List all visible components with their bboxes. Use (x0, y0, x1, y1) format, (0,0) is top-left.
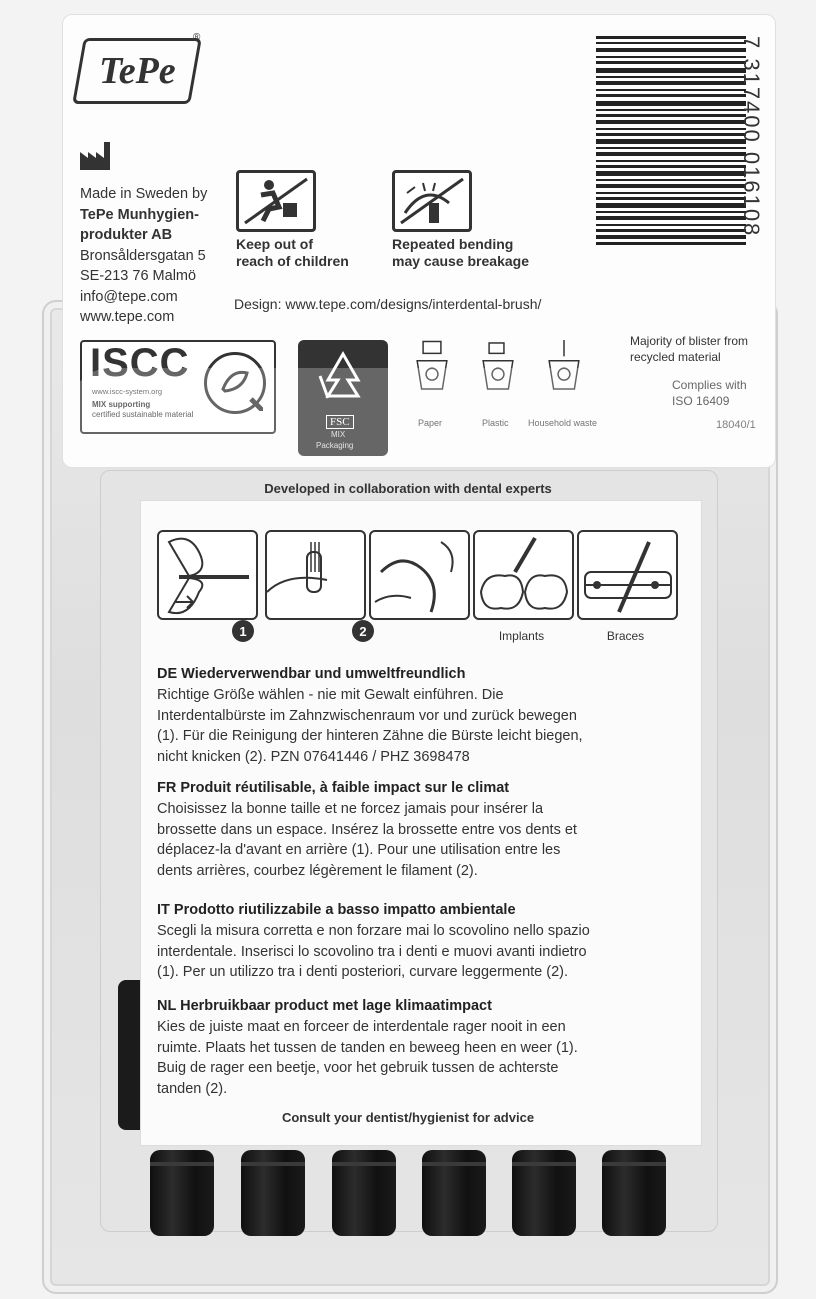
brush-handle (512, 1150, 576, 1236)
fsc-mix: MIX (331, 430, 346, 439)
registered-mark: ® (193, 32, 201, 43)
warning-bending-text: Repeated bending may cause breakage (392, 236, 529, 269)
iscc-title: ISCC (90, 341, 190, 385)
collaboration-headline: Developed in collaboration with dental experts (264, 481, 552, 496)
step-number-badge: 1 (232, 620, 254, 642)
consult-dentist-footer: Consult your dentist/hygienist for advice (281, 1110, 535, 1125)
brush-back-teeth-icon (369, 530, 470, 620)
iscc-mix-detail: certified sustainable material (92, 410, 194, 419)
keep-away-from-children-icon (236, 170, 316, 232)
tepe-logo: TePe (72, 38, 202, 104)
iscc-mix: MIX supporting (92, 400, 151, 409)
brush-handle (241, 1150, 305, 1236)
fsc-logo: FSC (326, 415, 354, 429)
step-number-badge: 2 (352, 620, 374, 642)
brush-handle (602, 1150, 666, 1236)
brush-handle (332, 1150, 396, 1236)
barcode-number: 7 317400 016108 (739, 36, 764, 238)
design-url: Design: www.tepe.com/designs/interdental-brush/ (234, 296, 542, 312)
no-bending-icon (392, 170, 472, 232)
iscc-url: www.iscc-system.org (92, 387, 163, 396)
implants-icon (473, 530, 574, 620)
braces-icon (577, 530, 678, 620)
fsc-packaging: Packaging (316, 441, 354, 450)
brush-between-teeth-icon (157, 530, 258, 620)
implants-label: Implants (498, 629, 545, 643)
section-body-nl: Kies de juiste maat en forceer de interdentale rager nooit in een ruimte. Plaats het tussen de tanden en beweeg heen en weer (1). Buig de rager een beetje, voor het gebruik tussen de achterste tanden (2). (157, 1019, 578, 1097)
iso-compliance: Complies with ISO 16409 (672, 378, 747, 408)
warning-children-text: Keep out of reach of children (236, 236, 349, 269)
barcode-number-box (736, 36, 766, 366)
blister-recycled-note: Majority of blister from recycled material (630, 334, 749, 364)
braces-label: Braces (606, 629, 645, 643)
section-body-fr: Choisissez la bonne taille et ne forcez jamais pour insérer la brossette dans un espace. Insérez la brossette entre vos dents et déplacez-la d'avant en arrière (1). Pour une utilisation entre les dents arrières, courbez légèrement le filament (2). (157, 801, 577, 879)
blister-reflection (70, 368, 770, 462)
section-body-de: Richtige Größe wählen - nie mit Gewalt einführen. Die Interdentalbürste im Zahnzwischenraum vor und zurück bewegen (1). Für die Reinigung der hinteren Zähne die Bürste leicht biegen, nicht knicken (2). PZN 07641446 / PHZ 3698478 (157, 687, 583, 765)
section-heading-it: IT Prodotto riutilizzabile a basso impatto ambientale (157, 902, 516, 918)
section-body-it: Scegli la misura corretta e non forzare mai lo scovolino nello spazio interdentale. Inserisci lo scovolino tra i denti e muovi avanti indietro (1). Per un utilizzo tra i denti posteriori, curvare leggermente (2). (157, 923, 590, 980)
household-waste-label: Household waste (528, 418, 598, 428)
recycle-paper-label: Paper (418, 418, 443, 428)
brush-handle (422, 1150, 486, 1236)
section-heading-fr: FR Produit réutilisable, à faible impact sur le climat (157, 780, 510, 796)
brush-bend-fingers-icon (265, 530, 366, 620)
section-heading-de: DE Wiederverwendbar und umweltfreundlich (157, 666, 466, 682)
brush-handle (150, 1150, 214, 1236)
factory-icon (80, 142, 116, 170)
product-code: 18040/1 (716, 419, 756, 431)
recycle-plastic-label: Plastic (482, 418, 509, 428)
manufacturer-info: Made in Sweden by TePe Munhygien- produkter AB Bronsåldersgatan 5 SE-213 76 Malmö info@tepe.com www.tepe.com (80, 186, 208, 325)
section-heading-nl: NL Herbruikbaar product met lage klimaatimpact (157, 998, 492, 1014)
